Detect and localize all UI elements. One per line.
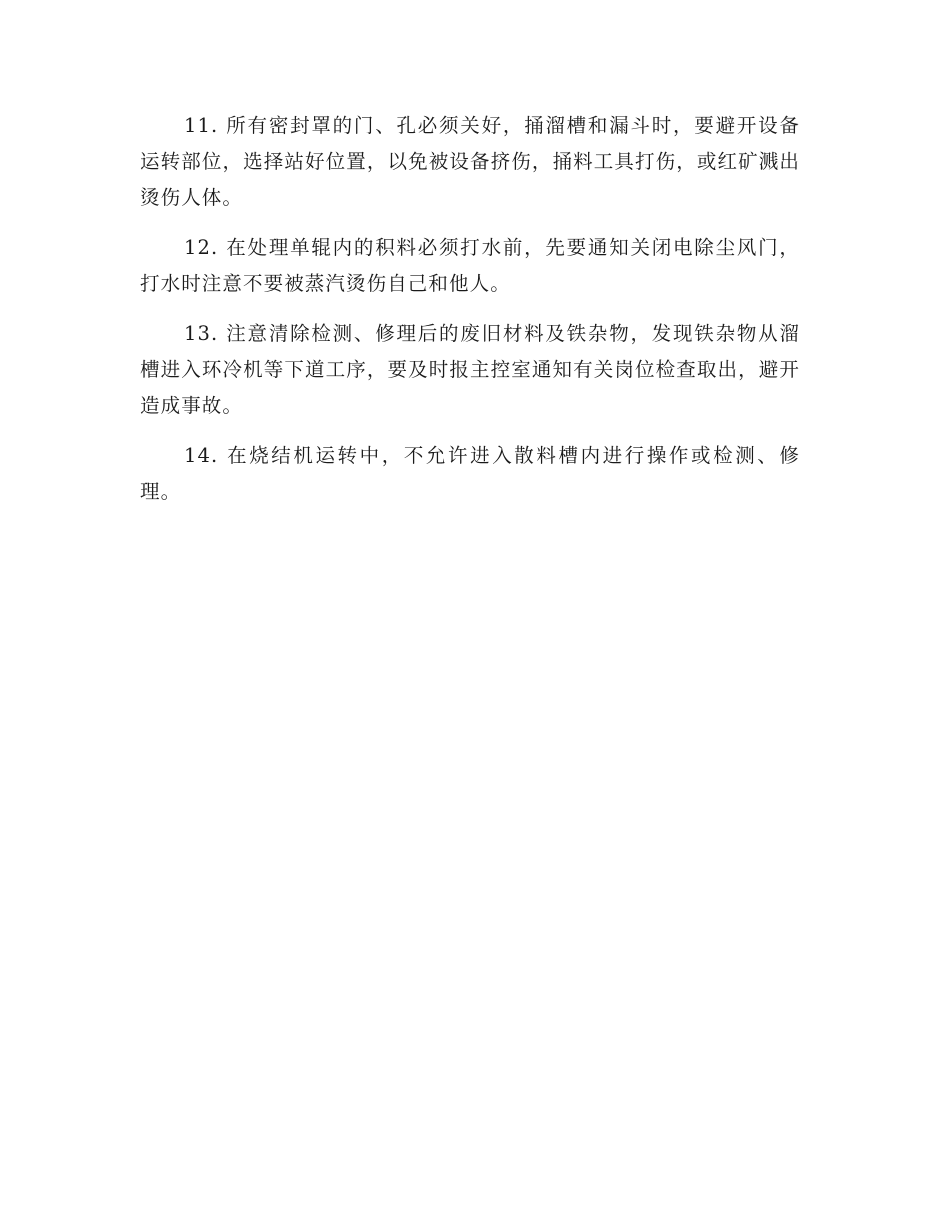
paragraph-11: 11. 所有密封罩的门、孔必须关好，捅溜槽和漏斗时，要避开设备运转部位，选择站好位置，以免被设备挤伤，捅料工具打伤，或红矿溅出烫伤人体。 <box>140 114 800 209</box>
paragraph-14: 14. 在烧结机运转中，不允许进入散料槽内进行操作或检测、修理。 <box>140 444 800 503</box>
paragraph-13: 13. 注意清除检测、修理后的废旧材料及铁杂物，发现铁杂物从溜槽进入环冷机等下道工序，要及时报主控室通知有关岗位检查取出，避开造成事故。 <box>140 322 800 417</box>
document-body <box>140 108 800 524</box>
paragraph-12: 12. 在处理单辊内的积料必须打水前，先要通知关闭电除尘风门，打水时注意不要被蒸汽烫伤自己和他人。 <box>140 236 800 295</box>
